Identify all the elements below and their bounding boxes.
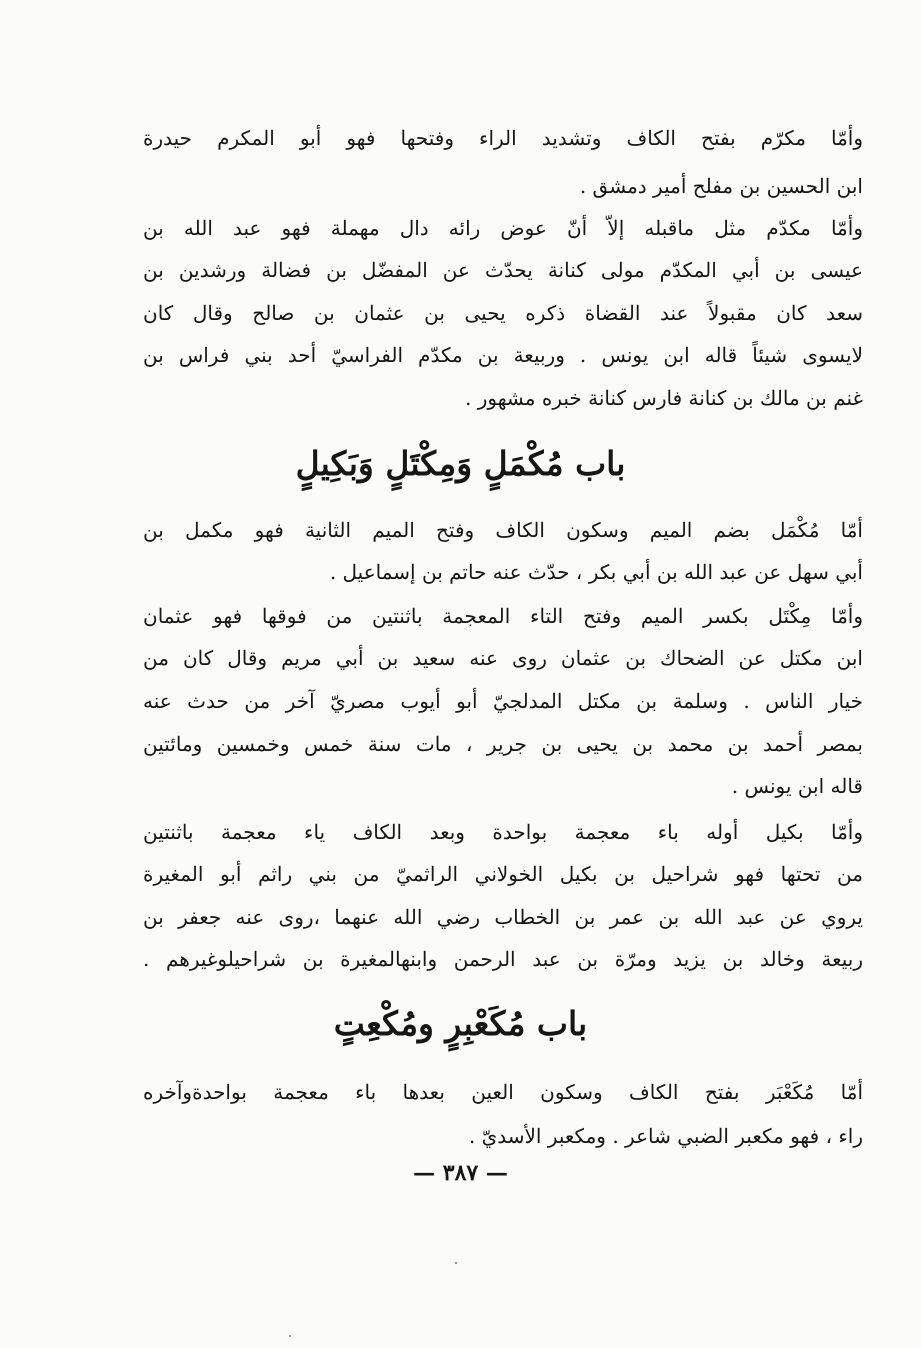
- text-line: غنم بن مالك بن كنانة فارس كنانة خبره مشهور .: [465, 386, 863, 410]
- text-line: ابن مكتل عن الضحاك بن عثمان روى عنه سعيد بن أبي مريم وقال كان من: [143, 646, 863, 670]
- text-line: يروي عن عبد الله بن عمر بن الخطاب رضي الله عنهما ،روى عنه جعفر بن: [143, 905, 863, 929]
- section-heading: باب مُكَعْبِرٍ ومُكْعِتٍ: [333, 1004, 588, 1043]
- text-line: وأمّا مكدّم مثل ماقبله إلاّ أنّ عوض رائه دال مهملة فهو عبد الله بن: [143, 216, 863, 240]
- text-line: أبي سهل عن عبد الله بن أبي بكر ، حدّث عنه حاتم بن إسماعيل .: [329, 560, 863, 584]
- text-line: عيسى بن أبي المكدّم مولى كنانة يحدّث عن المفضّل بن فضالة ورشدين بن: [143, 258, 863, 282]
- text-line: قاله ابن يونس .: [731, 774, 863, 798]
- text-line: ابن الحسين بن مفلح أمير دمشق .: [579, 174, 863, 198]
- text-line: أمّا مُكَعْبَر بفتح الكاف وسكون العين بعدها باء معجمة بواحدةوآخره: [143, 1080, 863, 1104]
- text-line: أمّا مُكْمَل بضم الميم وسكون الكاف وفتح الميم الثانية فهو مكمل بن: [143, 518, 863, 542]
- text-line: راء ، فهو مكعبر الضبي شاعر . ومكعبر الأسديّ .: [468, 1124, 863, 1148]
- text-line: وأمّا بكيل أوله باء معجمة بواحدة وبعد الكاف ياء معجمة باثنتين: [143, 820, 863, 844]
- text-line: خيار الناس . وسلمة بن مكتل المدلجيّ أبو أيوب مصريّ آخر من حدث عنه: [143, 689, 863, 713]
- text-line: ربيعة وخالد بن يزيد ومرّة بن عبد الرحمن وابنهالمغيرة بن شراحيلوغيرهم .: [143, 947, 863, 971]
- text-line: وأمّا مكرّم بفتح الكاف وتشديد الراء وفتحها فهو أبو المكرم حيدرة: [143, 126, 863, 150]
- text-line: وأمّا مِكْتَل بكسر الميم وفتح التاء المعجمة باثنتين من فوقها فهو عثمان: [143, 604, 863, 628]
- text-line: بمصر أحمد بن محمد بن يحيى بن جرير ، مات سنة خمس وخمسين ومائتين: [143, 732, 863, 756]
- text-line: من تحتها فهو شراحيل بن بكيل الخولاني الراثميّ من بني راثم أبو المغيرة: [143, 862, 863, 886]
- text-line: سعد كان مقبولاً عند القضاة ذكره يحيى بن عثمان بن صالح وقال كان: [143, 301, 863, 325]
- section-heading: باب مُكْمَلٍ وَمِكْتَلٍ وَبَكِيلٍ: [295, 444, 626, 483]
- scan-speck: [455, 1262, 457, 1264]
- page-number: — ٣٨٧ —: [413, 1160, 508, 1186]
- scan-speck: [289, 1335, 291, 1337]
- text-line: لايسوى شيئاً قاله ابن يونس . وربيعة بن مكدّم الفراسيّ أحد بني فراس بن: [143, 343, 863, 367]
